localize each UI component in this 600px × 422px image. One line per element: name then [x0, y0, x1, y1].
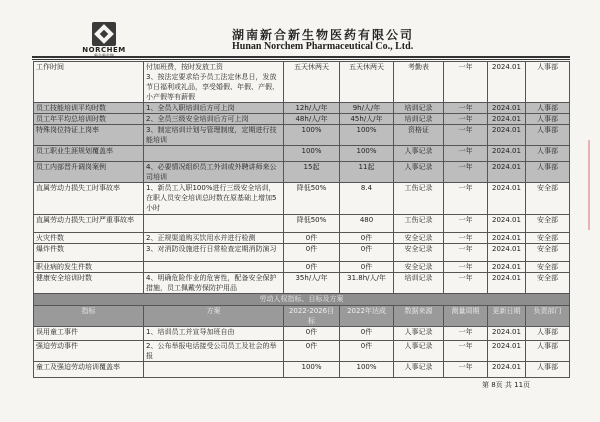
table-cell: 一年 — [444, 125, 488, 146]
table-cell: 2024.01 — [488, 341, 526, 362]
table-cell: 人事部 — [526, 114, 570, 125]
table-cell: 2024.01 — [488, 162, 526, 183]
table-row — [34, 114, 570, 125]
table-cell: 2024.01 — [488, 244, 526, 262]
table-cell: 100% — [340, 146, 394, 162]
table-row — [34, 146, 570, 162]
table-cell: 人事部 — [526, 125, 570, 146]
table-cell: 一年 — [444, 114, 488, 125]
table-cell: 3、制定培训计划与管理制度，定期进行技能培训 — [144, 125, 284, 146]
table-row — [34, 162, 570, 183]
table-cell: 一年 — [444, 341, 488, 362]
table-cell: 人事部 — [526, 146, 570, 162]
table-cell: 火灾件数 — [34, 233, 144, 244]
table-cell: 职业病的发生件数 — [34, 262, 144, 273]
table-cell: 强迫劳动事件 — [34, 341, 144, 362]
table-cell: 一年 — [444, 244, 488, 262]
table-cell: 2024.01 — [488, 114, 526, 125]
column-header: 方案 — [144, 306, 284, 327]
table-row — [34, 215, 570, 233]
header-rule-thin — [32, 59, 570, 60]
table-cell: 资格证 — [394, 125, 444, 146]
table-cell: 爆炸件数 — [34, 244, 144, 262]
table-cell: 一年 — [444, 215, 488, 233]
table-cell: 9h/人/年 — [340, 103, 394, 114]
table-row — [34, 262, 570, 273]
table-cell — [144, 215, 284, 233]
table-cell: 童工及强迫劳动培训覆盖率 — [34, 362, 144, 378]
table-cell: 2024.01 — [488, 215, 526, 233]
table-cell: 员工年平均总培训时数 — [34, 114, 144, 125]
table-cell: 直属劳动力损失工时事故率 — [34, 183, 144, 215]
table-cell: 11起 — [340, 162, 394, 183]
table-cell: 培训记录 — [394, 273, 444, 301]
seal-stamp-edge — [588, 140, 600, 230]
table-row — [34, 233, 570, 244]
table-cell: 0件 — [284, 327, 340, 341]
table-cell: 0件 — [340, 262, 394, 273]
section-band — [34, 294, 570, 306]
table-row — [34, 183, 570, 215]
company-logo — [78, 22, 130, 58]
table-row — [34, 362, 570, 378]
table-cell: 工作时间 — [34, 62, 144, 103]
table-cell: 2024.01 — [488, 183, 526, 215]
table-cell: 人事记录 — [394, 162, 444, 183]
section-title: 劳动人权指标、目标及方案 — [34, 294, 570, 306]
table-cell: 安全部 — [526, 233, 570, 244]
table-cell: 48h/人/年 — [284, 114, 340, 125]
table-cell: 人事部 — [526, 327, 570, 341]
header-rule — [32, 56, 570, 58]
table-cell: 100% — [284, 125, 340, 146]
table-cell: 4、明确危险作业的危害性，配备安全保护措施，员工佩戴劳保防护用品 — [144, 273, 284, 301]
table-cell: 100% — [284, 146, 340, 162]
table-cell: 0件 — [284, 233, 340, 244]
table-cell: 误用童工事件 — [34, 327, 144, 341]
table-cell: 2、全员三级安全培训后方可上岗 — [144, 114, 284, 125]
table-cell — [144, 146, 284, 162]
table-cell: 员工职业生涯规划覆盖率 — [34, 146, 144, 162]
table-cell: 人事部 — [526, 62, 570, 103]
table-row — [34, 62, 570, 103]
table-cell: 安全部 — [526, 183, 570, 215]
table-cell: 8.4 — [340, 183, 394, 215]
table-cell: 五天休两天 — [340, 62, 394, 103]
table-cell: 100% — [340, 125, 394, 146]
table-cell: 100% — [340, 362, 394, 378]
table-cell — [144, 262, 284, 273]
table-cell: 人事记录 — [394, 362, 444, 378]
table-cell: 31.8h/人/年 — [340, 273, 394, 301]
table-cell: 0件 — [340, 244, 394, 262]
table-cell: 培训记录 — [394, 103, 444, 114]
table-cell: 一年 — [444, 327, 488, 341]
table-cell: 2、正规渠道购买饮用水并进行检测 — [144, 233, 284, 244]
column-header: 2022年达成 — [340, 306, 394, 327]
table-cell: 安全部 — [526, 215, 570, 233]
table-cell: 0件 — [284, 262, 340, 273]
table-cell: 工伤记录 — [394, 215, 444, 233]
table-cell: 一年 — [444, 183, 488, 215]
table-cell: 人事部 — [526, 103, 570, 114]
table-cell: 安全部 — [526, 273, 570, 301]
table-cell: 人事部 — [526, 362, 570, 378]
table-cell: 0件 — [340, 341, 394, 362]
table-cell: 一年 — [444, 146, 488, 162]
table-cell: 一年 — [444, 62, 488, 103]
table-cell: 100% — [284, 362, 340, 378]
table-cell: 0件 — [340, 233, 394, 244]
table-cell: 降低50% — [284, 215, 340, 233]
column-header: 数据来源 — [394, 306, 444, 327]
column-header: 更新日期 — [488, 306, 526, 327]
table-cell: 2024.01 — [488, 262, 526, 273]
table-cell: 特殊岗位持证上岗率 — [34, 125, 144, 146]
labor-rights-table — [33, 293, 570, 378]
table-row — [34, 327, 570, 341]
company-name-en: Hunan Norchem Pharmaceutical Co., Ltd. — [232, 41, 414, 52]
table-cell: 480 — [340, 215, 394, 233]
table-cell: 1、新员工入职100%进行三级安全培训，在职人员安全培训总时数在原基础上增加5小时 — [144, 183, 284, 215]
table-cell: 培训记录 — [394, 114, 444, 125]
table-row — [34, 125, 570, 146]
table-cell: 一年 — [444, 262, 488, 273]
table-cell: 安全部 — [526, 244, 570, 262]
logo-text: NORCHEM — [82, 46, 126, 54]
metrics-table — [33, 61, 570, 301]
logo-mark-icon — [92, 22, 116, 46]
table-cell: 0件 — [284, 244, 340, 262]
table-cell: 一年 — [444, 273, 488, 301]
table-cell: 2、公布举报电话接受公司员工及社会的举报 — [144, 341, 284, 362]
table-cell: 员工内部晋升调岗案例 — [34, 162, 144, 183]
table-cell: 考勤表 — [394, 62, 444, 103]
table-row — [34, 244, 570, 262]
column-header: 测量周期 — [444, 306, 488, 327]
table-cell: 人事记录 — [394, 146, 444, 162]
table-cell: 五天休两天 — [284, 62, 340, 103]
table-cell: 安全记录 — [394, 262, 444, 273]
table-cell: 2024.01 — [488, 362, 526, 378]
table-cell: 1、全员入职培训后方可上岗 — [144, 103, 284, 114]
table-cell: 2024.01 — [488, 327, 526, 341]
column-header: 负责部门 — [526, 306, 570, 327]
table-cell: 安全记录 — [394, 233, 444, 244]
column-header: 2022-2026目标 — [284, 306, 340, 327]
table-cell: 2024.01 — [488, 62, 526, 103]
table-cell: 2024.01 — [488, 273, 526, 301]
table-cell: 0件 — [340, 327, 394, 341]
table-cell: 一年 — [444, 103, 488, 114]
table-cell — [144, 362, 284, 378]
table-cell: 人事部 — [526, 341, 570, 362]
table-cell: 一年 — [444, 362, 488, 378]
table-cell: 人事部 — [526, 162, 570, 183]
table-cell: 直属劳动力损失工时严重事故率 — [34, 215, 144, 233]
company-name-cn: 湖南新合新生物医药有限公司 — [232, 28, 415, 42]
table-cell: 2024.01 — [488, 103, 526, 114]
column-header: 指标 — [34, 306, 144, 327]
table-cell: 2024.01 — [488, 125, 526, 146]
table-cell: 1、培训员工并宣导加班自由 — [144, 327, 284, 341]
table-cell: 健康安全培训时数 — [34, 273, 144, 301]
page-number: 第 8页 共 11页 — [482, 381, 531, 389]
table-row — [34, 341, 570, 362]
table-cell: 4、必要情况组织员工外训或外聘讲师来公司培训 — [144, 162, 284, 183]
table-row — [34, 103, 570, 114]
table-cell: 员工技能培训平均时数 — [34, 103, 144, 114]
table-cell: 一年 — [444, 233, 488, 244]
table-cell: 一年 — [444, 162, 488, 183]
table-cell: 15起 — [284, 162, 340, 183]
table-cell: 0件 — [284, 341, 340, 362]
table-cell: 人事记录 — [394, 327, 444, 341]
letterhead — [0, 0, 600, 64]
table-cell: 2024.01 — [488, 146, 526, 162]
header-row — [34, 306, 570, 327]
table-cell: 降低50% — [284, 183, 340, 215]
table-cell: 3、对消防设施进行日常检查定期消防演习 — [144, 244, 284, 262]
table-cell: 45h/人/年 — [340, 114, 394, 125]
table-cell: 35h/人/年 — [284, 273, 340, 301]
table-cell: 2024.01 — [488, 233, 526, 244]
table-cell: 人事记录 — [394, 341, 444, 362]
table-cell: 付加班费，按时发放工资 3、按法定要求给予员工法定休息日，发放节日福利或礼品，享受婚假、年假、产假、小产假等有薪假 — [144, 62, 284, 103]
table-cell: 安全记录 — [394, 244, 444, 262]
table-cell: 工伤记录 — [394, 183, 444, 215]
table-cell: 安全部 — [526, 262, 570, 273]
table-cell: 12h/人/年 — [284, 103, 340, 114]
